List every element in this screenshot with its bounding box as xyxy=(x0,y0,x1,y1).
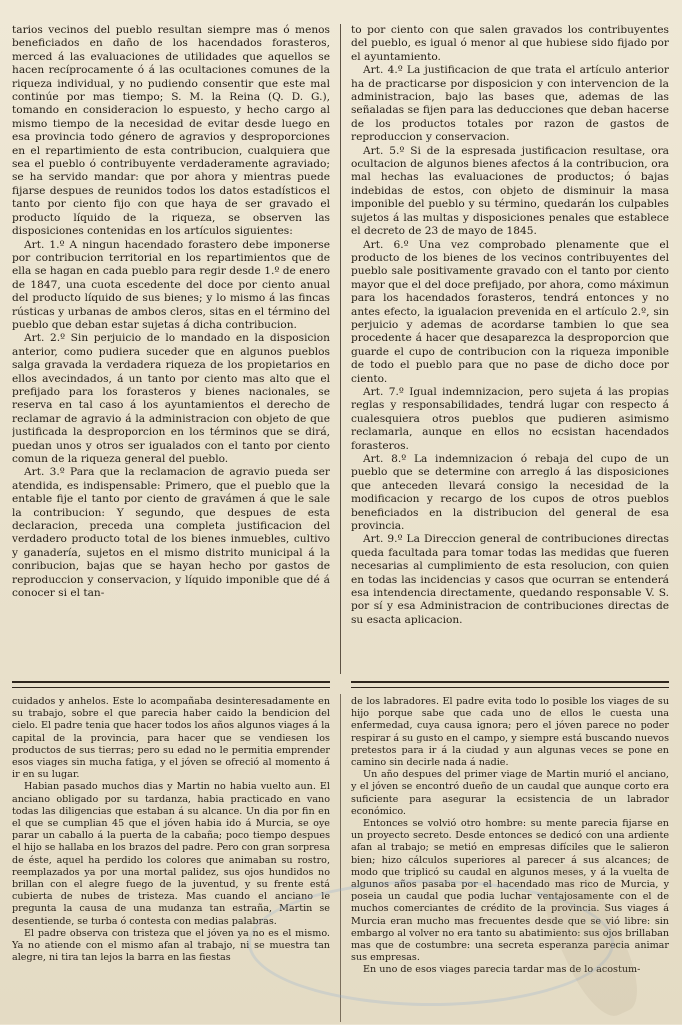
paragraph: to por ciento con que salen gravados los contribuyentes del pueblo, es igual ó menor al que hubiese sido fijado por el ayuntamiento. xyxy=(351,24,669,63)
section-rule-left xyxy=(12,681,330,688)
section-rule-right xyxy=(351,681,669,688)
article-1: Art. 1.º A ningun hacendado forastero debe imponerse por contribucion territorial en los repartimientos que de ella se hagan en cada pueblo para regir desde 1.º de enero de 1847, una cuota escedente del doce por ciento anual del producto líquido de sus bienes; y lo mismo á las fincas rústicas y urbanas de ambos cleros, sitas en el término del pueblo que deban estar sujetas á dicha contribucion. xyxy=(12,238,330,331)
article-6: Art. 6.º Una vez comprobado plenamente que el producto de los bienes de los vecinos contribuyentes del pueblo sale positivamente gravado con el tanto por ciento mayor que el del doce prefijado, por ahora, como máximun para los hacendados forasteros, tendrá entonces y no antes efecto, la igualacion prevenida en el artículo 2.º, sin perjuicio y ademas de acordarse tambien lo que sea procedente á hacer que desaparezca la desproporcion que guarde el cupo de contribucion con la riqueza imponible de todo el pueblo para que no pase de dicho doce por ciento. xyxy=(351,238,669,385)
column-divider xyxy=(340,24,341,674)
column-divider-lower xyxy=(340,694,341,1022)
paragraph: Entonces se volvió otro hombre: su mente parecia fijarse en un proyecto secreto. Desde entonces se dedicó con una ardiente afan al trabajo; se metió en empresas difíciles que le salieron bien; hizo cálculos superiores al parecer á sus alcances; de modo que triplicó su caudal en algunos meses, y á la vuelta de algunos años pasaba por el hacendado mas rico de Murcia, y poseia un caudal que podia luchar ventajosamente con el de muchos comerciantes de crédito de la provincia. Sus viages á Murcia eran mucho mas frecuentes desde que se vió libre: sin embargo al volver no era tanto su abatimiento: sus ojos brillaban mas que de costumbre: una secreta esperanza parecia animar sus empresas. xyxy=(351,818,669,964)
article-5: Art. 5.º Si de la espresada justificacion resultase, ora ocultacion de algunos bienes afectos á la contribucion, ora mal hechas las evaluaciones de productos; ó bajas indebidas de estos, con objeto de disminuir la masa imponible del pueblo y su término, quedarán los culpables sujetos á las multas y disposiciones penales que establece el decreto de 23 de mayo de 1845. xyxy=(351,144,669,238)
article-2: Art. 2.º Sin perjuicio de lo mandado en la disposicion anterior, como pudiera suceder que en algunos pueblos salga gravada la verdadera riqueza de los propietarios en ellos avecindados, á un tanto por ciento mas alto que el prefijado para los forasteros y bienes nacionales, se reserva en tal caso á los ayuntamientos el derecho de reclamar de agravio á la administracion con objeto de que justificada la desproporcion en los términos que se dirá, puedan unos y otros ser igualados con el tanto por ciento comun de la riqueza general del pueblo. xyxy=(12,332,330,465)
article-9: Art. 9.º La Direccion general de contribuciones directas queda facultada para tomar todas las medidas que fueren necesarias al cumplimiento de esta resolucion, con quien en todas las incidencias y casos que ocurran se entenderá esa intendencia directamente, quedando responsable V. S. por sí y esa Administracion de contribuciones directas de su esacta aplicacion. xyxy=(351,533,669,626)
paragraph: cuidados y anhelos. Este lo acompañaba desinteresadamente en su trabajo, sobre el que parecia haber caido la bendicion del cielo. El padre tenia que hacer todos los años algunos viages á la capital de la provincia, para hacer que se vendiesen los productos de sus tierras; pero su edad no le permitia emprender esos viages sin mucha fatiga, y el jóven se ofreció al momento á ir en su lugar. xyxy=(12,696,330,781)
paragraph: En uno de esos viages parecia tardar mas de lo acostum- xyxy=(363,964,641,976)
article-4: Art. 4.º La justificacion de que trata el artículo anterior ha de practicarse por disposicion y con intervencion de la administracion, bajo las bases que, ademas de las señaladas se fijen para las deducciones que deban hacerse de los productos totales por razon de gastos de reproduccion y conservacion. xyxy=(351,64,669,144)
paragraph: Un año despues del primer viage de Martin murió el anciano, y el jóven se encontró dueño de un caudal que aunque corto era suficiente para asegurar la ecsistencia de un labrador económico. xyxy=(351,769,669,817)
paragraph: Habian pasado muchos dias y Martin no habia vuelto aun. El anciano obligado por su tardanza, habia practicado en vano todas las diligencias que estaban á su alcance. Un dia por fin en el que se cumplian 45 que el jóven habia ido á Murcia, se oye parar un caballo á la puerta de la cabaña; poco tiempo despues el hijo se hallaba en los brazos del padre. Pero con gran sorpresa de éste, aquel ha perdido los colores que animaban su rostro, reemplazados ya por una mortal palidez, sus ojos hundidos no brillan con el alegre fuego de la juventud, y su frente está cubierta de nubes de tristeza. Mas cuando el anciano le pregunta la causa de una mudanza tan estraña, Martin se desentiende, se turba ó contesta con medias palabras. xyxy=(12,781,330,927)
paragraph: El padre observa con tristeza que el jóven ya no es el mismo. Ya no atiende con el mismo afan al trabajo, ni se muestra tan alegre, ni tira tan lejos la barra en las fiestas xyxy=(12,927,330,964)
article-7: Art. 7.º Igual indemnizacion, pero sujeta á las propias reglas y responsabilidades, tendrá lugar con respecto á cualesquiera otros pueblos que pudieren asimismo reclamarla, aunque en ellos no ecsistan hacendados forasteros. xyxy=(351,385,669,452)
paragraph: tarios vecinos del pueblo resultan siempre mas ó menos beneficiados en daño de los hacendados forasteros, merced á las evaluaciones de utilidades que aquellos se hacen recíprocamente ó á las ocultaciones comunes de la riqueza individual, y no pudiendo consentir que este mal continúe por mas tiempo; S. M. la Reina (Q. D. G.), tomando en consideracion lo espuesto, y hecho cargo al mismo tiempo de la necesidad de evitar desde luego en esa provincia todo género de agravios y desproporciones en el repartimiento de esta contribucion, cualquiera que sea el pueblo ó contribuyente verdaderamente agraviado; se ha servido mandar: que por ahora y mientras puede fijarse despues de reunidos todos los datos estadísticos el tanto por ciento fijo con que haya de ser gravado el producto líquido de la riqueza, se observen las disposiciones contenidas en los artículos siguientes: xyxy=(12,24,330,238)
article-3: Art. 3.º Para que la reclamacion de agravio pueda ser atendida, es indispensable: Primero, que el pueblo que la entable fije el tanto por ciento de gravámen á que le sale la contribucion: Y segundo, que despues de esta declaracion, preceda una completa justificacion del verdadero producto total de los bienes inmuebles, cultivo y ganadería, sujetos en el mismo distrito municipal á la conribucion, bajas que se hayan hecho por gastos de reproduccion y conservacion, y líquido imponible que dé á conocer si el tan- xyxy=(12,466,330,600)
upper-right-column xyxy=(351,24,669,672)
article-8: Art. 8.º La indemnizacion ó rebaja del cupo de un pueblo que se determine con arreglo á las disposiciones que anteceden llevará consigo la necesidad de la modificacion y recargo de los cupos de otros pueblos beneficiados en la distribucion del general de esa provincia. xyxy=(351,453,669,533)
serial-story-right-column xyxy=(351,696,669,1021)
upper-left-column xyxy=(12,24,330,672)
paragraph: de los labradores. El padre evita todo lo posible los viages de su hijo porque sabe que cada uno de ellos le cuesta una enfermedad, cuya causa ignora; pero el jóven parece no poder respirar á su gusto en el campo, y siempre está buscando nuevos pretestos para ir á la ciudad y aun algunas veces se pone en camino sin decirle nada á nadie. xyxy=(351,696,669,769)
serial-story-left-column xyxy=(12,696,330,1021)
